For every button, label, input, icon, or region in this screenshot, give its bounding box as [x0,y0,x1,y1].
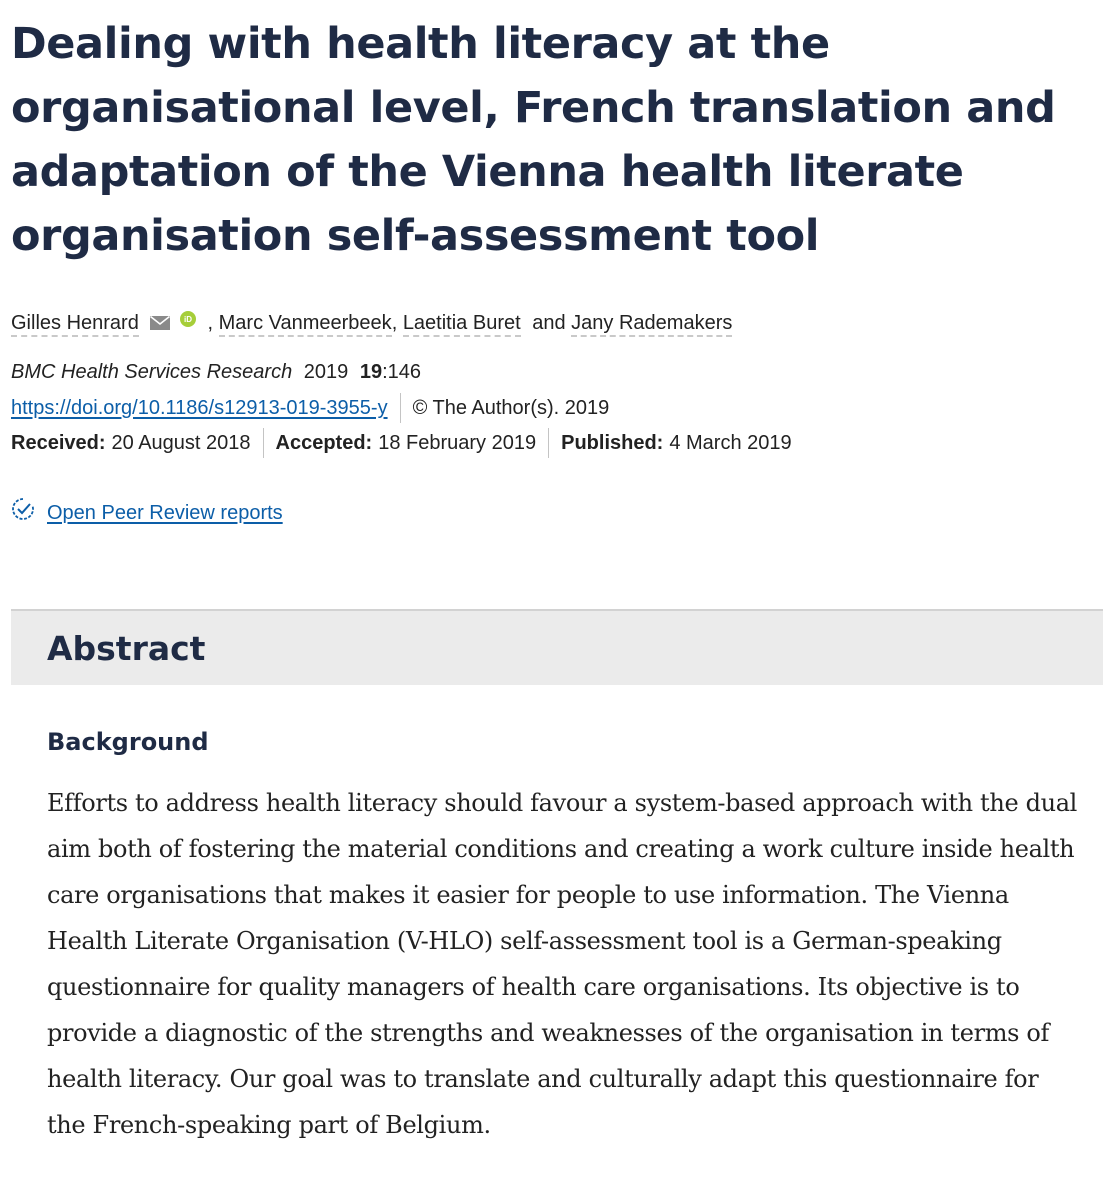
doi-link[interactable]: https://doi.org/10.1186/s12913-019-3955-y [11,397,388,419]
volume-number: 19 [359,361,383,383]
divider [400,393,401,423]
peer-review-row [11,497,283,529]
abstract-header [11,609,1103,685]
author-link-rademakers[interactable]: Jany Rademakers [571,312,732,337]
divider [263,428,264,458]
published-label: Published: [561,432,664,454]
accepted-date: 18 February 2019 [378,432,537,454]
author-separator: , [391,312,398,334]
peer-review-link[interactable]: Open Peer Review reports [47,502,283,524]
citation-line [11,358,421,386]
author-link-henrard[interactable]: Gilles Henrard [11,312,139,337]
doi-row [11,393,609,423]
received-label: Received: [11,432,106,454]
orcid-icon[interactable] [180,307,196,335]
article-title: Dealing with health literacy at the organisational level, French translation and adaptation of the Vienna health literate organisation self-assessment tool [11,19,1056,261]
accepted-label: Accepted: [275,432,373,454]
author-link-buret[interactable]: Laetitia Buret [403,312,521,337]
author-separator: , [207,312,214,334]
author-list [11,309,732,338]
orcid-label: iD [183,314,192,324]
envelope-icon[interactable] [150,310,170,338]
author-link-vanmeerbeek[interactable]: Marc Vanmeerbeek [219,312,392,337]
abstract-heading: Abstract [47,629,206,668]
journal-name: BMC Health Services Research [11,361,293,383]
background-paragraph: Efforts to address health literacy should favour a system-based approach with the dual aim both of fostering the material conditions and creating a work culture inside health care organisations that makes it easier for people to use information. The Vienna Health Literate Organisation (V-HLO) self-assessment tool is a German-speaking questionnaire for quality managers of health care organisations. Its objective is to provide a diagnostic of the strengths and weaknesses of the organisation in terms of health literacy. Our goal was to translate and culturally adapt this questionnaire for the French-speaking part of Belgium. [47,789,1077,1139]
article-number: :146 [382,361,422,383]
publication-year: 2019 [303,361,349,383]
check-circle-icon [11,497,35,529]
received-date: 20 August 2018 [111,432,251,454]
author-and: and [532,312,566,334]
background-heading: Background [47,728,209,756]
publication-dates [11,428,792,458]
divider [548,428,549,458]
copyright-notice: © The Author(s). 2019 [412,397,610,419]
published-date: 4 March 2019 [669,432,792,454]
